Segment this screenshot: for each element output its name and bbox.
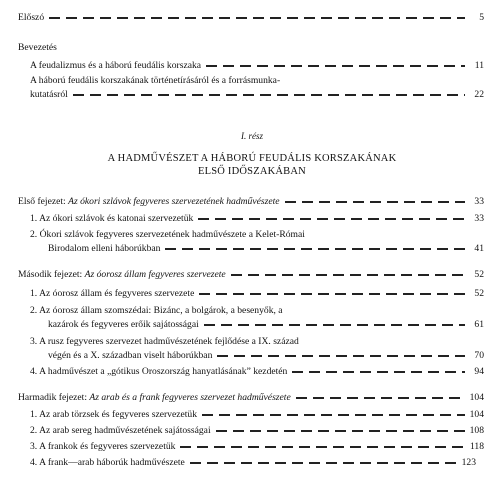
toc-entry-label: Előszó: [18, 12, 45, 23]
dot-leader: [199, 293, 465, 295]
toc-entry-intro-2-line1[interactable]: A háború feudális korszakának történetírásáról és a forrásmunka-: [30, 75, 281, 86]
toc-entry-label: 2. Az arab sereg hadművészetének sajátosságai: [30, 425, 211, 436]
dot-leader: [292, 371, 465, 373]
toc-entry-label: 4. A hadművészet a „gótikus Oroszország hanyatlásának” kezdetén: [30, 366, 288, 377]
part-label: I. rész: [241, 131, 263, 141]
toc-page-number: 104: [469, 409, 484, 420]
toc-entry-preface[interactable]: [18, 12, 484, 23]
dot-leader: [73, 94, 465, 96]
dot-leader: [296, 397, 465, 399]
toc-page-number: 33: [474, 213, 484, 224]
toc-entry-ch1-2-line1[interactable]: 2. Ókori szlávok fegyveres szervezetének hadművészete a Kelet-Római: [30, 229, 305, 240]
toc-page-number: 123: [461, 457, 476, 468]
chapter-title: Az ókori szlávok fegyveres szervezetének hadművészete: [68, 196, 280, 207]
chapter-prefix: Harmadik fejezet:: [18, 392, 87, 403]
toc-page-number: 104: [469, 392, 484, 403]
toc-entry-label: végén és a X. században viselt háborúkban: [48, 350, 213, 361]
toc-entry-ch3-3[interactable]: [30, 441, 484, 452]
toc-entry-label: kutatásról: [30, 89, 68, 100]
dot-leader: [180, 446, 465, 448]
toc-entry-ch2-2[interactable]: [48, 319, 484, 330]
chapter-title: Az óorosz állam fegyveres szervezete: [84, 269, 226, 280]
toc-entry-ch3-1[interactable]: [30, 409, 484, 420]
toc-entry-intro-1[interactable]: [30, 60, 484, 71]
toc-page-number: 52: [474, 288, 484, 299]
toc-page-number: 118: [469, 441, 484, 452]
toc-page-number: 94: [474, 366, 484, 377]
toc-page-number: 108: [469, 425, 484, 436]
chapter-prefix: Második fejezet:: [18, 269, 83, 280]
toc-entry-ch1-2[interactable]: [48, 243, 484, 254]
section-label-intro: Bevezetés: [18, 42, 57, 53]
toc-entry-label: 1. Az ókori szlávok és katonai szervezetük: [30, 213, 194, 224]
toc-entry-label: 1. Az óorosz állam és fegyveres szervezete: [30, 288, 195, 299]
toc-entry-label: 3. A frankok és fegyveres szervezetük: [30, 441, 176, 452]
toc-entry-intro-2[interactable]: [30, 89, 484, 100]
chapter-2-title: [18, 269, 226, 280]
toc-entry-ch3-2[interactable]: [30, 425, 484, 436]
toc-entry-ch3-4[interactable]: [30, 457, 476, 468]
toc-page-number: 41: [474, 243, 484, 254]
dot-leader: [216, 430, 465, 432]
toc-entry-ch2-3-line1[interactable]: 3. A rusz fegyveres szervezet hadművészetének fejlődése a IX. század: [30, 336, 299, 347]
toc-page-number: 61: [474, 319, 484, 330]
dot-leader: [202, 414, 465, 416]
chapter-3-title: [18, 392, 291, 403]
chapter-1-heading[interactable]: [18, 196, 484, 207]
toc-entry-ch2-1[interactable]: [30, 288, 484, 299]
part-title-line2: ELSŐ IDŐSZAKÁBAN: [198, 166, 306, 177]
toc-entry-label: 1. Az arab törzsek és fegyveres szervezetük: [30, 409, 198, 420]
toc-entry-ch2-4[interactable]: [30, 366, 484, 377]
toc-entry-label: A feudalizmus és a háború feudális korszaka: [30, 60, 202, 71]
toc-page-number: 11: [474, 60, 484, 71]
toc-page-number: 70: [474, 350, 484, 361]
dot-leader: [231, 274, 465, 276]
dot-leader: [190, 462, 457, 464]
part-title-line1: A HADMŰVÉSZET A HÁBORÚ FEUDÁLIS KORSZAKÁNAK: [107, 153, 397, 164]
toc-page-number: 5: [479, 12, 484, 23]
toc-page-number: 33: [474, 196, 484, 207]
chapter-prefix: Első fejezet:: [18, 196, 66, 207]
chapter-2-heading[interactable]: [18, 269, 484, 280]
dot-leader: [165, 248, 465, 250]
dot-leader: [206, 65, 465, 67]
toc-page-number: 22: [474, 89, 484, 100]
chapter-title: Az arab és a frank fegyveres szervezet hadművészete: [89, 392, 291, 403]
toc-entry-label: kazárok és fegyveres erőik sajátosságai: [48, 319, 199, 330]
toc-entry-label: Birodalom elleni háborúkban: [48, 243, 161, 254]
dot-leader: [49, 17, 465, 19]
chapter-1-title: [18, 196, 280, 207]
dot-leader: [198, 218, 465, 220]
toc-entry-ch2-3[interactable]: [48, 350, 484, 361]
dot-leader: [204, 324, 465, 326]
chapter-3-heading[interactable]: [18, 392, 484, 403]
dot-leader: [285, 201, 465, 203]
toc-entry-ch1-1[interactable]: [30, 213, 484, 224]
toc-page-number: 52: [474, 269, 484, 280]
toc-entry-ch2-2-line1[interactable]: 2. Az óorosz állam szomszédai: Bizánc, a bolgárok, a besenyők, a: [30, 305, 283, 316]
toc-entry-label: 4. A frank—arab háborúk hadművészete: [30, 457, 185, 468]
dot-leader: [217, 355, 465, 357]
